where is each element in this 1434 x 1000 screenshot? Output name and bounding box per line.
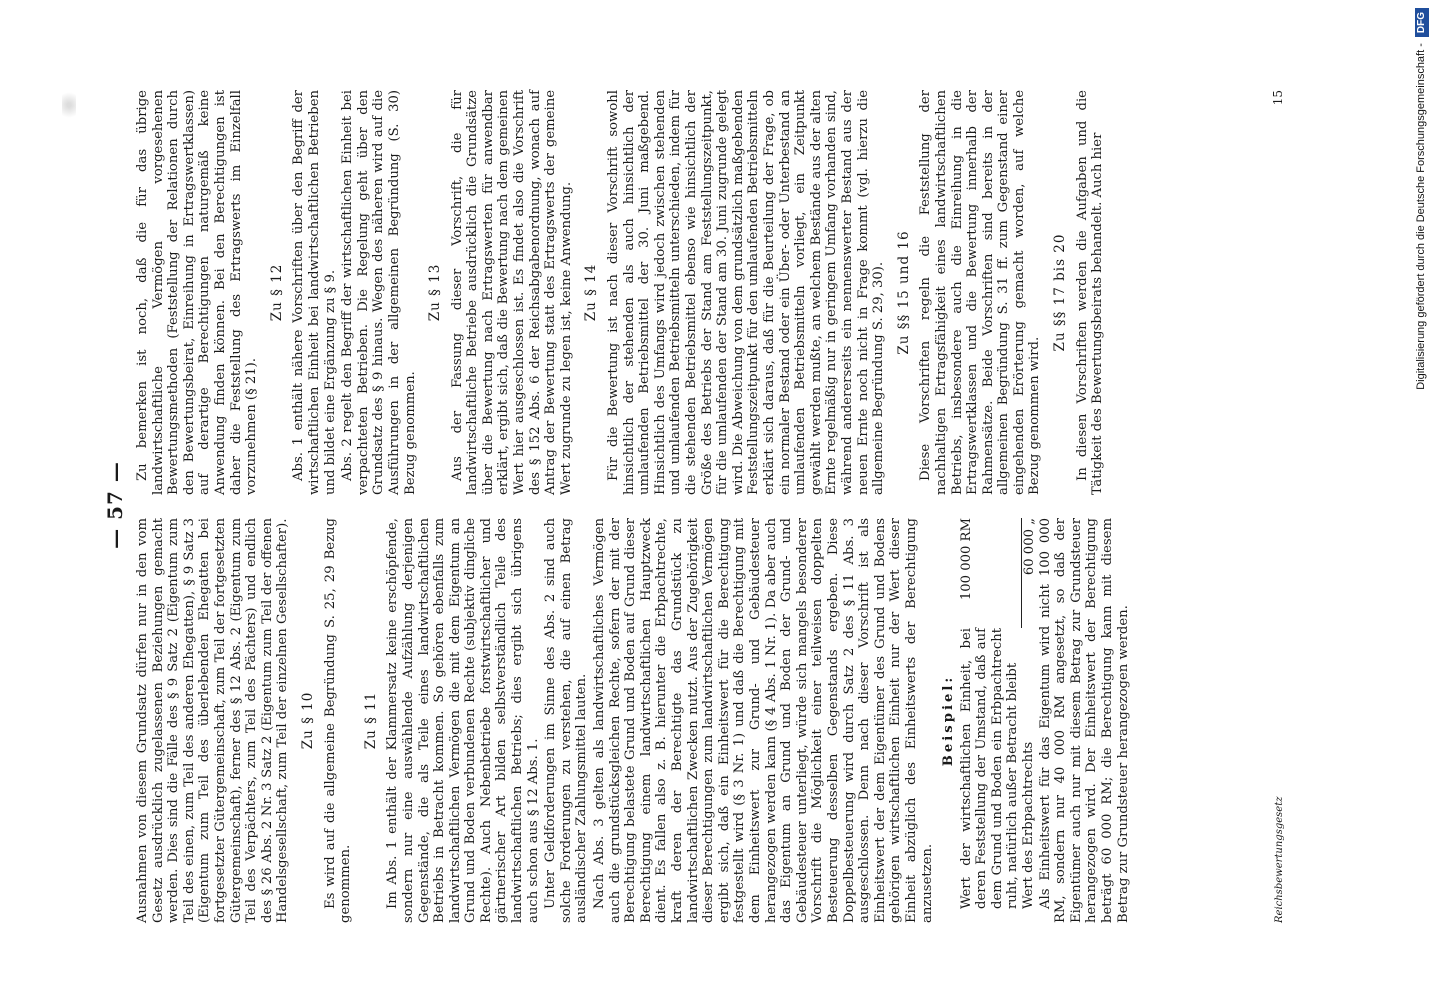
example-row: [1021, 518, 1038, 923]
section-heading: Zu § 11: [362, 691, 379, 750]
example-row: [959, 518, 1021, 923]
paragraph: Im Abs. 1 enthält der Klammersatz keine erschöpfende, sondern nur eine auswählende Aufzählung derjenigen Gegenstände, die als Teile eines landwirtschaftlichen Betriebs in Betracht kommen. So gehören ebenfalls zum landwirtschaftlichen Vermögen die mit dem Eigentum an Grund und Boden verbundenen Rechte (subjektiv dingliche Rechte). Auch Nebenbetriebe forstwirtschaftlicher und gärtnerischer Art bilden selbstverständlich Teile des landwirtschaftlichen Betriebs; dies ergibt sich übrigens auch schon aus § 12 Abs. 1.: [385, 518, 541, 923]
section-heading: Zu §§ 17 bis 20: [1052, 233, 1069, 352]
example-label: Wert der wirtschaftlichen Einheit, bei deren Feststellung der Umstand, daß auf dem Grund und Boden ein Erbpachtrecht ruht, natürlich außer Betracht bleibt: [958, 628, 1021, 909]
dfg-credit-strip: [1410, 8, 1432, 998]
dfg-credit-text: Digitalisierung gefördert durch die Deutsche Forschungsgemeinschaft -: [1415, 43, 1427, 390]
paragraph: Nach Abs. 3 gelten als landwirtschaftliches Vermögen auch die grundstücksgleichen Rechte, sofern der mit der Berechtigung belastete Grund und Boden auf Grund dieser Berechtigung einem landwirtschaftlichen Hauptzweck dient. Es fallen also z. B. hierunter die Erbpachtrechte, kraft deren der Berechtigte das Grundstück zu landwirtschaftlichen Zwecken nutzt. Aus der Zugehörigkeit dieser Berechtigungen zum landwirtschaftlichen Vermögen ergibt sich, daß ein Einheitswert für die Berechtigung festgestellt wird (§ 3 Nr. 1) und daß die Berechtigung mit dem Einheitswert zur Grund- und Gebäudesteuer herangezogen werden kann (§ 4 Abs. 1 Nr. 1). Da aber auch das Eigentum an Grund und Boden der Grund- und Gebäudesteuer unterliegt, würde sich mangels besonderer Vorschrift die Möglichkeit einer teilweisen doppelten Besteuerung desselben Gegenstands ergeben. Diese Doppelbesteuerung wird durch Satz 2 des § 11 Abs. 3 ausgeschlossen. Denn nach dieser Vorschrift ist als Einheitswert der dem Eigentümer des Grund und Bodens gehörigen wirtschaftlichen Einheit nur der Wert dieser Einheit abzüglich des Einheitswerts der Berechtigung anzusetzen.: [592, 518, 935, 923]
example-title: Beispiel:: [941, 674, 957, 767]
section-heading: Zu § 12: [268, 263, 285, 322]
paragraph: In diesen Vorschriften werden die Aufgaben und die Tätigkeit des Bewertungsbeirats behandelt. Auch hier: [1074, 90, 1106, 495]
section-heading: Zu § 14: [583, 263, 600, 322]
sheet-number: 15: [1271, 90, 1285, 106]
left-column: [135, 518, 1133, 923]
section-heading: Zu §§ 15 und 16: [895, 230, 912, 355]
paragraph: Aus der Fassung dieser Vorschrift, die für landwirtschaftliche Betriebe ausdrücklich die Grundsätze über die Bewertung nach Ertragswerten für anwendbar erklärt, ergibt sich, daß die Bewertung nach dem gemeinen Wert hier ausgeschlossen ist. Es findet also die Vorschrift des § 152 Abs. 6 der Reichsabgabenordnung, wonach auf Antrag der Bewertung statt des Ertragswerts der gemeine Wert zugrunde zu legen ist, keine Anwendung.: [449, 90, 574, 495]
paragraph: Ausnahmen von diesem Grundsatz dürfen nur in den vom Gesetz ausdrücklich zugelassenen Beziehungen gemacht werden. Dies sind die Fälle des § 9 Satz 2 (Eigentum zum Teil des einen, zum Teil des anderen Ehegatten), § 9 Satz 3 (Eigentum zum Teil des überlebenden Ehegatten bei fortgesetzter Gütergemeinschaft, zum Teil der fortgesetzten Gütergemeinschaft), ferner des § 12 Abs. 2 (Eigentum zum Teil des Verpächters, zum Teil des Pächters) und endlich des § 26 Abs. 2 Nr. 3 Satz 2 (Eigentum zum Teil der offenen Handelsgesellschaft, zum Teil der einzelnen Gesellschafter).: [135, 518, 291, 923]
paragraph: Es wird auf die allgemeine Begründung S. 25, 29 Bezug genommen.: [322, 518, 354, 923]
source-footer: Reichsbewertungsgesetz: [1274, 796, 1285, 923]
example-value: 100 000 RM: [958, 518, 974, 601]
example-value: 60 000 „: [1021, 518, 1038, 628]
example-label: Wert des Erbpachtrechts: [1021, 741, 1037, 909]
page-number: — 57 —: [103, 461, 127, 549]
right-column: [135, 90, 1108, 495]
paragraph: Für die Bewertung ist nach dieser Vorschrift sowohl hinsichtlich der stehenden als auch hinsichtlich der umlaufenden Betriebsmittel der 30. Juni maßgebend. Hinsichtlich des Umfangs wird jedoch zwischen stehenden und umlaufenden Betriebsmitteln unterschieden, indem für die stehenden Betriebsmittel ebenso wie hinsichtlich der Größe des Betriebs der Stand am Feststellungszeitpunkt, für die umlaufenden der Stand am 30. Juni zugrunde gelegt wird. Die Abweichung von dem grundsätzlich maßgebenden Feststellungszeitpunkt für den umlaufenden Betriebsmitteln erklärt sich daraus, daß für die Beurteilung der Frage, ob ein normaler Bestand oder ein Über- oder Unterbestand an umlaufenden Betriebsmitteln vorliegt, ein Zeitpunkt gewählt werden mußte, an welchem Bestände aus der alten Ernte regelmäßig nur in geringem Umfang vorhanden sind, während andererseits ein nennenswerter Bestand aus der neuen Ernte noch nicht in Frage kommt (vgl. hierzu die allgemeine Begründung S. 29, 30).: [606, 90, 887, 495]
paragraph: Abs. 1 enthält nähere Vorschriften über den Begriff der wirtschaftlichen Einheit bei landwirtschaftlichen Betrieben und bildet eine Ergänzung zu § 9.: [291, 90, 338, 495]
paragraph: Unter Geldforderungen im Sinne des Abs. 2 sind auch solche Forderungen zu verstehen, die auf einen Betrag ausländischer Zahlungsmittel lauten.: [543, 518, 590, 923]
scan-speck: [62, 85, 76, 125]
paragraph: Zu bemerken ist noch, daß die für das übrige landwirtschaftliche Vermögen vorgesehenen Bewertungsmethoden (Feststellung der Relationen durch den Bewertungsbeirat, Einreihung in Ertragswertklassen) auf derartige Berechtigungen naturgemäß keine Anwendung finden können. Bei den Berechtigungen ist daher die Feststellung des Ertragswerts im Einzelfall vorzunehmen (§ 21).: [135, 90, 260, 495]
paragraph: Abs. 2 regelt den Begriff der wirtschaftlichen Einheit bei verpachteten Betrieben. Die Regelung geht über den Grundsatz des § 9 hinaus. Wegen des näheren wird auf die Ausführungen in der allgemeinen Begründung (S. 30) Bezug genommen.: [340, 90, 418, 495]
section-heading: Zu § 13: [427, 263, 444, 322]
paragraph: Diese Vorschriften regeln die Feststellung der nachhaltigen Ertragsfähigkeit eines landwirtschaftlichen Betriebs, insbesondere auch die Einreihung in die Ertragswertklassen und die Bewertung innerhalb der Rahmensätze. Beide Vorschriften sind bereits in der allgemeinen Begründung S. 31 ff. zum Gegenstand einer eingehenden Erörterung gemacht worden, auf welche Bezug genommen wird.: [918, 90, 1043, 495]
dfg-logo-icon: DFG: [1415, 8, 1429, 37]
dfg-credit: [1410, 8, 1432, 998]
section-heading: Zu § 10: [299, 691, 316, 750]
paragraph: Als Einheitswert für das Eigentum wird nicht 100 000 RM, sondern nur 40 000 RM angesetzt, so daß der Eigentümer auch nur mit diesem Betrag zur Grundsteuer herangezogen wird. Der Einheitswert der Berechtigung beträgt 60 000 RM; die Berechtigung kann mit diesem Betrag zur Grundsteuer herangezogen werden.: [1037, 518, 1131, 923]
page-body: [95, 75, 1325, 935]
rotated-document-page: [95, 75, 1325, 935]
